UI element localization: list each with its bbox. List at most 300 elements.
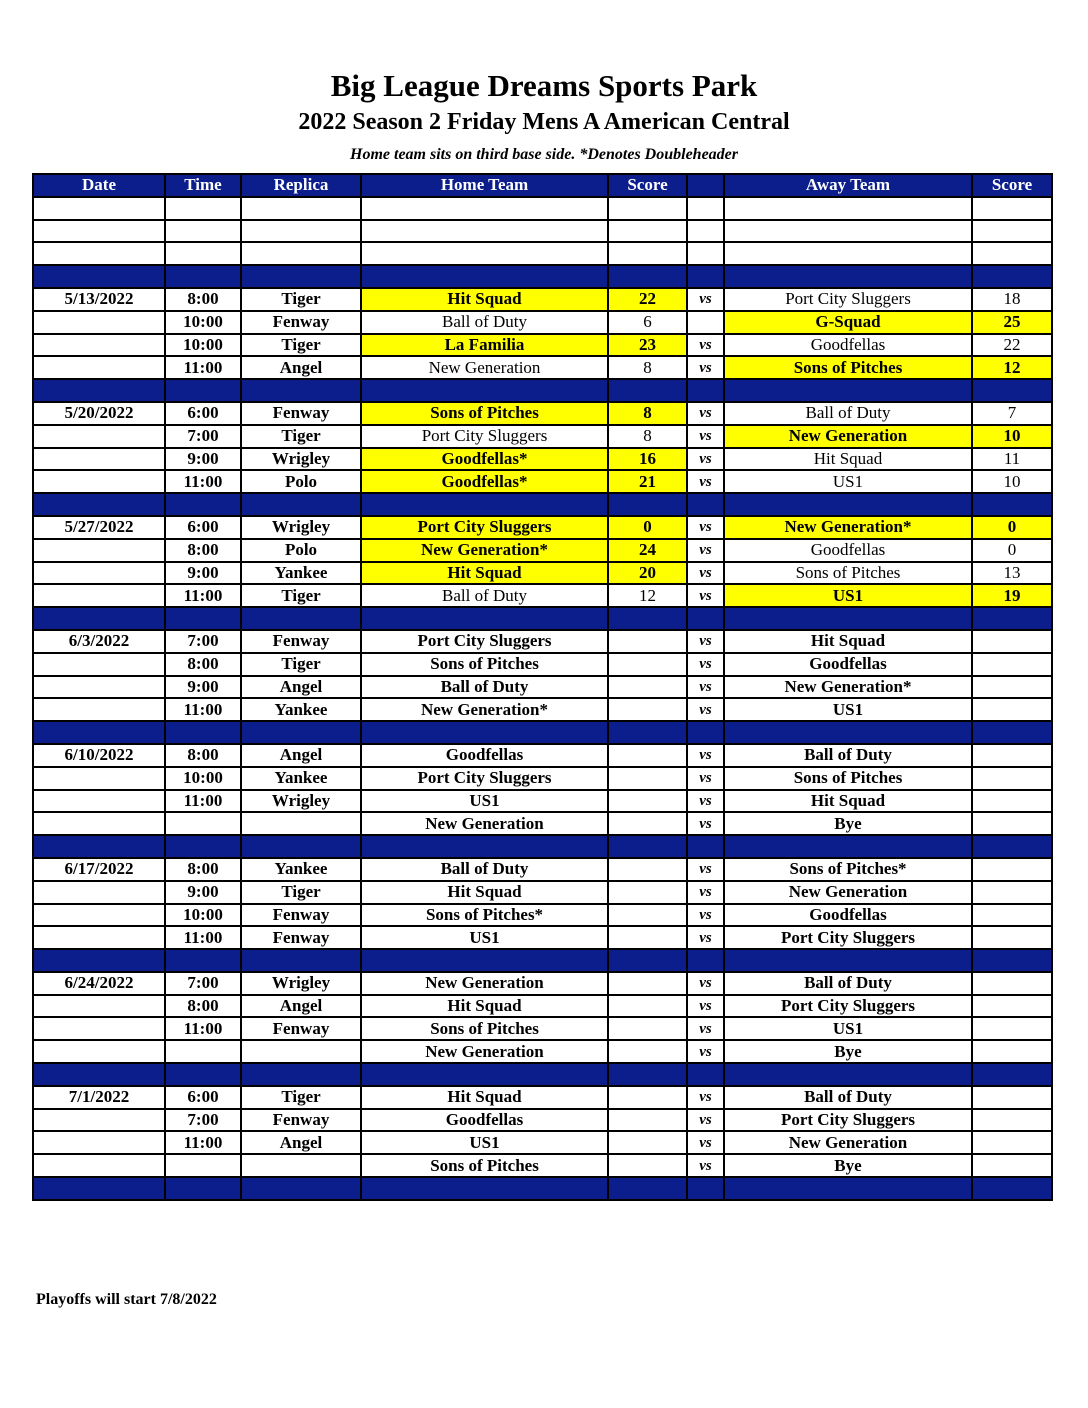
home-score-cell: 6 bbox=[608, 311, 687, 334]
away-team-cell bbox=[724, 1063, 972, 1086]
date-cell bbox=[33, 265, 165, 288]
time-cell: 9:00 bbox=[165, 676, 241, 699]
home-team-cell: Port City Sluggers bbox=[361, 630, 608, 653]
home-score-cell bbox=[608, 379, 687, 402]
replica-cell: Tiger bbox=[241, 288, 361, 311]
home-team-cell bbox=[361, 607, 608, 630]
vs-cell: vs bbox=[687, 995, 724, 1018]
vs-cell: vs bbox=[687, 790, 724, 813]
game-row bbox=[33, 630, 1052, 653]
separator-row bbox=[33, 949, 1052, 972]
replica-cell: Yankee bbox=[241, 858, 361, 881]
replica-cell: Yankee bbox=[241, 767, 361, 790]
replica-cell: Fenway bbox=[241, 630, 361, 653]
away-score-cell: 25 bbox=[972, 311, 1052, 334]
time-cell: 10:00 bbox=[165, 904, 241, 927]
time-cell: 8:00 bbox=[165, 995, 241, 1018]
time-cell: 10:00 bbox=[165, 311, 241, 334]
home-team-cell bbox=[361, 1063, 608, 1086]
replica-cell: Tiger bbox=[241, 425, 361, 448]
away-team-cell: Bye bbox=[724, 1154, 972, 1177]
away-team-cell: Goodfellas bbox=[724, 653, 972, 676]
col-time: Time bbox=[165, 174, 241, 197]
away-score-cell bbox=[972, 790, 1052, 813]
separator-row bbox=[33, 379, 1052, 402]
away-score-cell bbox=[972, 744, 1052, 767]
away-score-cell bbox=[972, 1109, 1052, 1132]
game-row bbox=[33, 812, 1052, 835]
game-row bbox=[33, 858, 1052, 881]
date-cell bbox=[33, 1040, 165, 1063]
home-team-cell: New Generation bbox=[361, 812, 608, 835]
home-team-cell: Hit Squad bbox=[361, 1086, 608, 1109]
replica-cell: Fenway bbox=[241, 926, 361, 949]
home-score-cell: 8 bbox=[608, 356, 687, 379]
replica-cell: Angel bbox=[241, 676, 361, 699]
vs-cell: vs bbox=[687, 539, 724, 562]
col-away-score: Score bbox=[972, 174, 1052, 197]
game-row bbox=[33, 356, 1052, 379]
vs-cell: vs bbox=[687, 584, 724, 607]
date-cell bbox=[33, 926, 165, 949]
replica-cell bbox=[241, 1154, 361, 1177]
date-cell bbox=[33, 949, 165, 972]
time-cell bbox=[165, 607, 241, 630]
away-team-cell: Port City Sluggers bbox=[724, 995, 972, 1018]
replica-cell bbox=[241, 721, 361, 744]
date-cell bbox=[33, 676, 165, 699]
vs-cell bbox=[687, 242, 724, 265]
home-team-cell: US1 bbox=[361, 790, 608, 813]
game-row bbox=[33, 790, 1052, 813]
date-cell bbox=[33, 242, 165, 265]
home-score-cell: 8 bbox=[608, 402, 687, 425]
game-row bbox=[33, 334, 1052, 357]
replica-cell: Polo bbox=[241, 470, 361, 493]
replica-cell: Tiger bbox=[241, 1086, 361, 1109]
game-row bbox=[33, 516, 1052, 539]
time-cell: 9:00 bbox=[165, 562, 241, 585]
time-cell: 11:00 bbox=[165, 356, 241, 379]
away-score-cell bbox=[972, 926, 1052, 949]
date-cell bbox=[33, 1177, 165, 1200]
away-score-cell: 13 bbox=[972, 562, 1052, 585]
away-score-cell bbox=[972, 881, 1052, 904]
home-team-cell: La Familia bbox=[361, 334, 608, 357]
home-score-cell bbox=[608, 220, 687, 243]
away-score-cell bbox=[972, 904, 1052, 927]
replica-cell bbox=[241, 379, 361, 402]
time-cell: 10:00 bbox=[165, 767, 241, 790]
home-team-cell: New Generation bbox=[361, 972, 608, 995]
home-score-cell bbox=[608, 698, 687, 721]
away-team-cell: Bye bbox=[724, 812, 972, 835]
time-cell: 7:00 bbox=[165, 630, 241, 653]
home-team-cell: Port City Sluggers bbox=[361, 425, 608, 448]
away-score-cell bbox=[972, 607, 1052, 630]
date-cell bbox=[33, 721, 165, 744]
away-score-cell bbox=[972, 1040, 1052, 1063]
away-score-cell bbox=[972, 493, 1052, 516]
date-cell bbox=[33, 425, 165, 448]
replica-cell: Fenway bbox=[241, 402, 361, 425]
game-row bbox=[33, 448, 1052, 471]
away-team-cell: New Generation bbox=[724, 425, 972, 448]
time-cell bbox=[165, 812, 241, 835]
away-team-cell: Hit Squad bbox=[724, 630, 972, 653]
game-row bbox=[33, 926, 1052, 949]
header-row bbox=[33, 174, 1052, 197]
replica-cell bbox=[241, 493, 361, 516]
home-team-cell: Sons of Pitches* bbox=[361, 904, 608, 927]
game-row bbox=[33, 881, 1052, 904]
date-cell: 5/13/2022 bbox=[33, 288, 165, 311]
vs-cell: vs bbox=[687, 858, 724, 881]
time-cell: 10:00 bbox=[165, 334, 241, 357]
game-row bbox=[33, 995, 1052, 1018]
game-row bbox=[33, 1154, 1052, 1177]
game-row bbox=[33, 1040, 1052, 1063]
away-team-cell: New Generation bbox=[724, 881, 972, 904]
away-team-cell: Port City Sluggers bbox=[724, 288, 972, 311]
time-cell bbox=[165, 1063, 241, 1086]
page-title: Big League Dreams Sports Park bbox=[330, 68, 758, 103]
vs-cell: vs bbox=[687, 516, 724, 539]
time-cell: 8:00 bbox=[165, 539, 241, 562]
away-team-cell bbox=[724, 379, 972, 402]
home-team-cell bbox=[361, 265, 608, 288]
away-score-cell bbox=[972, 1177, 1052, 1200]
home-team-cell: New Generation bbox=[361, 1040, 608, 1063]
time-cell: 9:00 bbox=[165, 448, 241, 471]
time-cell bbox=[165, 493, 241, 516]
time-cell: 11:00 bbox=[165, 698, 241, 721]
away-team-cell: Hit Squad bbox=[724, 448, 972, 471]
vs-cell: vs bbox=[687, 1017, 724, 1040]
vs-cell bbox=[687, 835, 724, 858]
time-cell bbox=[165, 949, 241, 972]
home-score-cell bbox=[608, 995, 687, 1018]
away-team-cell: Ball of Duty bbox=[724, 744, 972, 767]
away-score-cell: 19 bbox=[972, 584, 1052, 607]
away-score-cell bbox=[972, 379, 1052, 402]
date-cell bbox=[33, 698, 165, 721]
away-team-cell bbox=[724, 835, 972, 858]
home-score-cell bbox=[608, 790, 687, 813]
home-score-cell bbox=[608, 1177, 687, 1200]
away-score-cell bbox=[972, 197, 1052, 220]
replica-cell bbox=[241, 949, 361, 972]
home-score-cell bbox=[608, 1131, 687, 1154]
page-note: Home team sits on third base side. *Denotes Doubleheader bbox=[350, 146, 738, 163]
home-score-cell bbox=[608, 744, 687, 767]
vs-cell bbox=[687, 493, 724, 516]
replica-cell: Tiger bbox=[241, 584, 361, 607]
home-team-cell: Sons of Pitches bbox=[361, 653, 608, 676]
time-cell: 6:00 bbox=[165, 516, 241, 539]
away-score-cell bbox=[972, 767, 1052, 790]
home-team-cell: Hit Squad bbox=[361, 288, 608, 311]
home-team-cell: Goodfellas bbox=[361, 1109, 608, 1132]
game-row bbox=[33, 972, 1052, 995]
game-row bbox=[33, 767, 1052, 790]
replica-cell: Tiger bbox=[241, 881, 361, 904]
vs-cell: vs bbox=[687, 1040, 724, 1063]
col-vs bbox=[687, 174, 724, 197]
home-team-cell: Hit Squad bbox=[361, 562, 608, 585]
date-cell: 6/24/2022 bbox=[33, 972, 165, 995]
replica-cell: Fenway bbox=[241, 1109, 361, 1132]
away-score-cell: 18 bbox=[972, 288, 1052, 311]
separator-row bbox=[33, 835, 1052, 858]
home-score-cell: 20 bbox=[608, 562, 687, 585]
home-score-cell bbox=[608, 493, 687, 516]
away-score-cell bbox=[972, 676, 1052, 699]
vs-cell: vs bbox=[687, 1131, 724, 1154]
blank-row bbox=[33, 220, 1052, 243]
date-cell bbox=[33, 584, 165, 607]
home-team-cell: Ball of Duty bbox=[361, 858, 608, 881]
replica-cell bbox=[241, 1063, 361, 1086]
replica-cell bbox=[241, 835, 361, 858]
time-cell: 11:00 bbox=[165, 1017, 241, 1040]
home-score-cell: 8 bbox=[608, 425, 687, 448]
vs-cell bbox=[687, 220, 724, 243]
time-cell: 7:00 bbox=[165, 972, 241, 995]
time-cell: 11:00 bbox=[165, 470, 241, 493]
away-team-cell: Goodfellas bbox=[724, 539, 972, 562]
home-score-cell: 12 bbox=[608, 584, 687, 607]
home-team-cell: Port City Sluggers bbox=[361, 516, 608, 539]
game-row bbox=[33, 1086, 1052, 1109]
home-team-cell: Port City Sluggers bbox=[361, 767, 608, 790]
away-score-cell bbox=[972, 630, 1052, 653]
away-score-cell: 12 bbox=[972, 356, 1052, 379]
away-team-cell: Sons of Pitches bbox=[724, 562, 972, 585]
home-team-cell bbox=[361, 493, 608, 516]
time-cell bbox=[165, 1154, 241, 1177]
vs-cell: vs bbox=[687, 653, 724, 676]
game-row bbox=[33, 1017, 1052, 1040]
home-team-cell bbox=[361, 835, 608, 858]
col-away-team: Away Team bbox=[724, 174, 972, 197]
col-replica: Replica bbox=[241, 174, 361, 197]
replica-cell: Angel bbox=[241, 356, 361, 379]
separator-row bbox=[33, 1177, 1052, 1200]
date-cell bbox=[33, 1063, 165, 1086]
playoffs-note: Playoffs will start 7/8/2022 bbox=[36, 1291, 217, 1308]
home-team-cell bbox=[361, 1177, 608, 1200]
vs-cell: vs bbox=[687, 356, 724, 379]
game-row bbox=[33, 562, 1052, 585]
away-team-cell bbox=[724, 721, 972, 744]
replica-cell: Yankee bbox=[241, 698, 361, 721]
separator-row bbox=[33, 721, 1052, 744]
replica-cell: Wrigley bbox=[241, 448, 361, 471]
away-score-cell bbox=[972, 698, 1052, 721]
time-cell: 6:00 bbox=[165, 402, 241, 425]
away-team-cell: Hit Squad bbox=[724, 790, 972, 813]
vs-cell: vs bbox=[687, 904, 724, 927]
date-cell: 5/27/2022 bbox=[33, 516, 165, 539]
col-home-score: Score bbox=[608, 174, 687, 197]
home-team-cell: Goodfellas* bbox=[361, 448, 608, 471]
vs-cell: vs bbox=[687, 767, 724, 790]
time-cell: 7:00 bbox=[165, 425, 241, 448]
replica-cell: Fenway bbox=[241, 311, 361, 334]
away-team-cell: US1 bbox=[724, 584, 972, 607]
game-row bbox=[33, 744, 1052, 767]
away-team-cell: US1 bbox=[724, 1017, 972, 1040]
home-score-cell bbox=[608, 835, 687, 858]
game-row bbox=[33, 470, 1052, 493]
game-row bbox=[33, 539, 1052, 562]
away-team-cell: Sons of Pitches bbox=[724, 767, 972, 790]
time-cell bbox=[165, 379, 241, 402]
replica-cell bbox=[241, 220, 361, 243]
away-score-cell bbox=[972, 1017, 1052, 1040]
home-team-cell: Hit Squad bbox=[361, 995, 608, 1018]
vs-cell bbox=[687, 1177, 724, 1200]
away-score-cell: 7 bbox=[972, 402, 1052, 425]
game-row bbox=[33, 698, 1052, 721]
away-score-cell: 22 bbox=[972, 334, 1052, 357]
replica-cell bbox=[241, 197, 361, 220]
vs-cell bbox=[687, 379, 724, 402]
vs-cell: vs bbox=[687, 881, 724, 904]
replica-cell: Angel bbox=[241, 995, 361, 1018]
away-score-cell bbox=[972, 265, 1052, 288]
home-score-cell bbox=[608, 1063, 687, 1086]
away-team-cell: New Generation* bbox=[724, 516, 972, 539]
replica-cell bbox=[241, 265, 361, 288]
vs-cell bbox=[687, 1063, 724, 1086]
away-score-cell bbox=[972, 1086, 1052, 1109]
vs-cell: vs bbox=[687, 334, 724, 357]
home-score-cell bbox=[608, 1040, 687, 1063]
vs-cell: vs bbox=[687, 972, 724, 995]
vs-cell: vs bbox=[687, 402, 724, 425]
time-cell bbox=[165, 220, 241, 243]
date-cell bbox=[33, 812, 165, 835]
away-team-cell: New Generation bbox=[724, 1131, 972, 1154]
replica-cell: Wrigley bbox=[241, 516, 361, 539]
away-score-cell: 0 bbox=[972, 539, 1052, 562]
time-cell: 8:00 bbox=[165, 858, 241, 881]
home-score-cell bbox=[608, 242, 687, 265]
replica-cell bbox=[241, 812, 361, 835]
col-home-team: Home Team bbox=[361, 174, 608, 197]
home-score-cell bbox=[608, 653, 687, 676]
away-team-cell: New Generation* bbox=[724, 676, 972, 699]
replica-cell: Wrigley bbox=[241, 790, 361, 813]
vs-cell: vs bbox=[687, 448, 724, 471]
away-team-cell: Sons of Pitches* bbox=[724, 858, 972, 881]
vs-cell bbox=[687, 949, 724, 972]
date-cell bbox=[33, 311, 165, 334]
time-cell: 8:00 bbox=[165, 653, 241, 676]
away-score-cell: 0 bbox=[972, 516, 1052, 539]
separator-row bbox=[33, 607, 1052, 630]
away-team-cell: Goodfellas bbox=[724, 334, 972, 357]
time-cell bbox=[165, 835, 241, 858]
home-score-cell bbox=[608, 972, 687, 995]
blank-row bbox=[33, 197, 1052, 220]
date-cell bbox=[33, 379, 165, 402]
page-subtitle: 2022 Season 2 Friday Mens A American Central bbox=[298, 109, 790, 135]
home-team-cell: Hit Squad bbox=[361, 881, 608, 904]
home-team-cell: Sons of Pitches bbox=[361, 402, 608, 425]
home-score-cell bbox=[608, 1154, 687, 1177]
away-score-cell bbox=[972, 1154, 1052, 1177]
home-score-cell bbox=[608, 1086, 687, 1109]
away-team-cell: Port City Sluggers bbox=[724, 1109, 972, 1132]
separator-row bbox=[33, 493, 1052, 516]
game-row bbox=[33, 402, 1052, 425]
home-score-cell: 23 bbox=[608, 334, 687, 357]
vs-cell: vs bbox=[687, 1086, 724, 1109]
home-team-cell: Goodfellas bbox=[361, 744, 608, 767]
time-cell: 9:00 bbox=[165, 881, 241, 904]
home-team-cell: US1 bbox=[361, 1131, 608, 1154]
home-team-cell: Sons of Pitches bbox=[361, 1154, 608, 1177]
home-score-cell bbox=[608, 949, 687, 972]
away-team-cell: G-Squad bbox=[724, 311, 972, 334]
home-score-cell bbox=[608, 197, 687, 220]
home-team-cell bbox=[361, 242, 608, 265]
away-team-cell bbox=[724, 197, 972, 220]
away-team-cell bbox=[724, 220, 972, 243]
away-team-cell: Ball of Duty bbox=[724, 972, 972, 995]
vs-cell: vs bbox=[687, 470, 724, 493]
home-score-cell: 0 bbox=[608, 516, 687, 539]
home-team-cell: New Generation* bbox=[361, 539, 608, 562]
date-cell bbox=[33, 835, 165, 858]
vs-cell: vs bbox=[687, 926, 724, 949]
date-cell bbox=[33, 1154, 165, 1177]
home-team-cell bbox=[361, 220, 608, 243]
time-cell bbox=[165, 1177, 241, 1200]
date-cell: 7/1/2022 bbox=[33, 1086, 165, 1109]
time-cell: 11:00 bbox=[165, 1131, 241, 1154]
date-cell bbox=[33, 881, 165, 904]
separator-row bbox=[33, 1063, 1052, 1086]
home-score-cell bbox=[608, 767, 687, 790]
time-cell bbox=[165, 721, 241, 744]
game-row bbox=[33, 288, 1052, 311]
date-cell: 6/3/2022 bbox=[33, 630, 165, 653]
date-cell bbox=[33, 790, 165, 813]
date-cell bbox=[33, 904, 165, 927]
date-cell: 6/10/2022 bbox=[33, 744, 165, 767]
home-team-cell bbox=[361, 197, 608, 220]
away-score-cell bbox=[972, 858, 1052, 881]
col-date: Date bbox=[33, 174, 165, 197]
home-score-cell bbox=[608, 630, 687, 653]
time-cell: 11:00 bbox=[165, 926, 241, 949]
away-team-cell bbox=[724, 1177, 972, 1200]
time-cell bbox=[165, 1040, 241, 1063]
away-team-cell bbox=[724, 493, 972, 516]
home-team-cell: New Generation* bbox=[361, 698, 608, 721]
home-score-cell bbox=[608, 265, 687, 288]
home-score-cell bbox=[608, 904, 687, 927]
away-score-cell bbox=[972, 220, 1052, 243]
away-team-cell: Ball of Duty bbox=[724, 402, 972, 425]
date-cell bbox=[33, 1017, 165, 1040]
date-cell bbox=[33, 653, 165, 676]
vs-cell: vs bbox=[687, 288, 724, 311]
